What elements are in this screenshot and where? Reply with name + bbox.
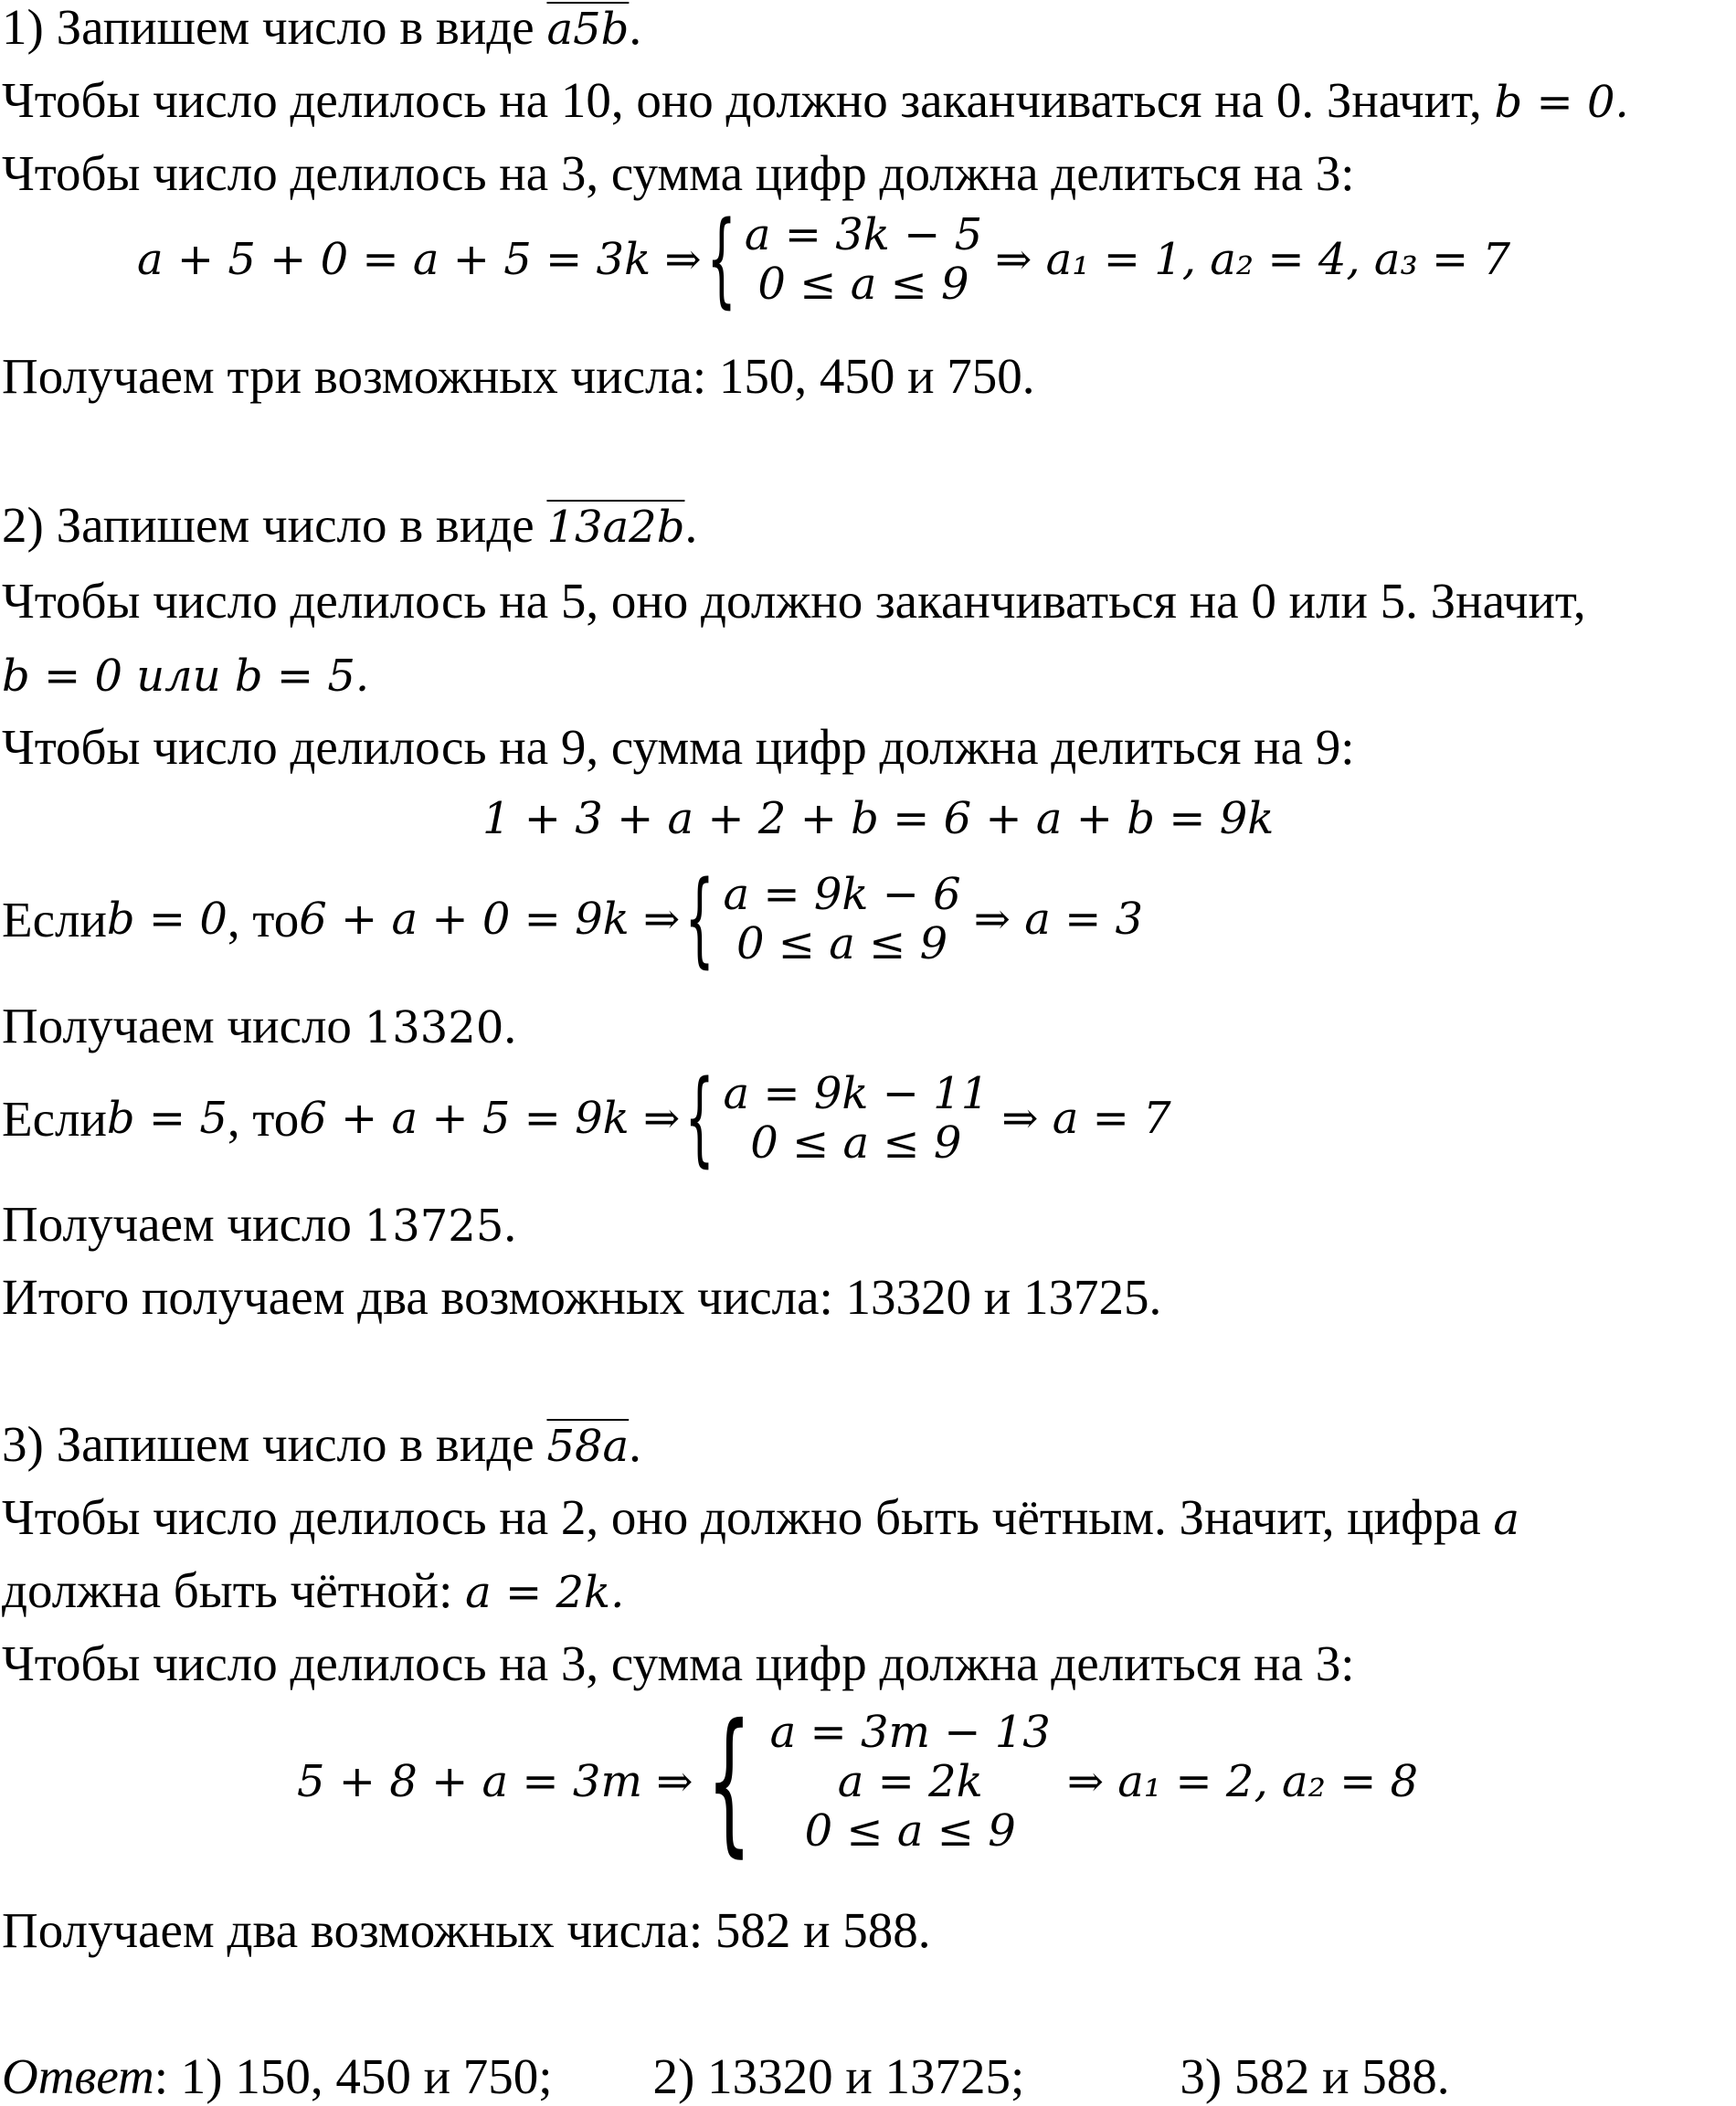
part2-caseB-cases xyxy=(723,1068,990,1169)
part3-even-line xyxy=(2,1562,625,1618)
part3-even-text: должна быть чётной: xyxy=(2,1562,466,1618)
left-brace-icon: { xyxy=(707,1691,752,1872)
part2-intro-line xyxy=(2,497,698,553)
part2-caseA-cond: b = 0 xyxy=(106,894,228,945)
part2-div9: Чтобы число делилось на 9, сумма цифр должна делиться на 9: xyxy=(2,719,1355,775)
left-brace-icon: { xyxy=(684,1059,715,1178)
part3-even-eq: a = 2k. xyxy=(465,1567,625,1618)
part3-div3: Чтобы число делилось на 3, сумма цифр должна делиться на 3: xyxy=(2,1635,1355,1691)
part2-caseA-mid: , то xyxy=(227,891,300,947)
part3-div3-line xyxy=(2,1635,1355,1691)
part3-eq-left: 5 + 8 + a = 3m ⇒ xyxy=(297,1756,693,1807)
part2-sum-eq: 1 + 3 + a + 2 + b = 6 + a + b = 9k xyxy=(482,793,1275,844)
part2-caseA-1: a = 9k − 6 xyxy=(723,869,961,920)
part3-case2: a = 2k xyxy=(837,1756,983,1807)
part2-caseB-1: a = 9k − 11 xyxy=(723,1068,990,1119)
part3-conclusion-line xyxy=(2,1902,931,1958)
part2-caseA-prefix: Если xyxy=(2,891,107,947)
part2-b-values: b = 0 или b = 5. xyxy=(2,651,370,702)
part2-caseA-conclusion-line xyxy=(2,1000,516,1051)
part2-notation: 13a2b xyxy=(546,502,685,553)
part2-caseB-cond: b = 5 xyxy=(106,1093,228,1144)
part1-conclusion: Получаем три возможных числа: 150, 450 и 750. xyxy=(2,348,1035,404)
part2-caseA-period: . xyxy=(503,998,517,1053)
part1-cases xyxy=(744,209,983,310)
answer-line xyxy=(2,2048,1450,2104)
part3-var-a: a xyxy=(1493,1494,1520,1545)
part1-intro-line xyxy=(2,0,642,55)
part1-div3-line xyxy=(2,145,1355,201)
part2-caseB-conclusion-text: Получаем число xyxy=(2,1196,365,1252)
part2-caseA-2: 0 ≤ a ≤ 9 xyxy=(736,918,948,969)
answer-label: Ответ xyxy=(2,2048,154,2104)
part1-case1: a = 3k − 5 xyxy=(744,209,983,260)
part2-caseA-conclusion-text: Получаем число xyxy=(2,998,365,1053)
part3-system xyxy=(297,1691,1419,1872)
part2-caseB-result: ⇒ a = 7 xyxy=(1001,1093,1171,1144)
part2-caseB-mid: , то xyxy=(227,1090,300,1147)
part2-div5-line xyxy=(2,573,1586,629)
part2-caseA-cases xyxy=(723,869,961,969)
part1-case2: 0 ≤ a ≤ 9 xyxy=(757,259,969,310)
part2-caseA-result: ⇒ a = 3 xyxy=(973,894,1144,945)
part1-intro: 1) Запишем число в виде xyxy=(2,0,547,55)
part2-caseA-eq: 6 + a + 0 = 9k ⇒ xyxy=(299,894,681,945)
answer-part3: 3) 582 и 588. xyxy=(1180,2048,1450,2104)
part3-conclusion: Получаем два возможных числа: 582 и 588. xyxy=(2,1902,931,1958)
part3-period: . xyxy=(629,1416,641,1472)
part1-b-value: b = 0. xyxy=(1494,77,1629,128)
part1-period: . xyxy=(629,0,642,55)
part3-cases xyxy=(769,1707,1051,1857)
part2-caseB-2: 0 ≤ a ≤ 9 xyxy=(750,1117,962,1169)
answer-part2: 2) 13320 и 13725; xyxy=(652,2048,1025,2104)
part1-conclusion-line xyxy=(2,348,1035,404)
part1-eq-result: ⇒ a₁ = 1, a₂ = 4, a₃ = 7 xyxy=(995,234,1511,285)
part2-caseB-eq: 6 + a + 5 = 9k ⇒ xyxy=(299,1093,681,1144)
part2-b-values-line xyxy=(2,649,370,702)
part2-caseA-number: 13320 xyxy=(364,1002,504,1053)
left-brace-icon: { xyxy=(684,860,715,979)
part1-div3: Чтобы число делилось на 3, сумма цифр должна делиться на 3: xyxy=(2,145,1355,201)
part3-intro-line xyxy=(2,1416,641,1472)
part2-caseB-period: . xyxy=(503,1196,517,1252)
part2-div9-line xyxy=(2,719,1355,775)
part1-notation: a5b xyxy=(546,4,630,55)
part1-div10-line xyxy=(2,72,1629,128)
part1-eq-left: a + 5 + 0 = a + 5 = 3k ⇒ xyxy=(137,234,702,285)
part2-caseB-number: 13725 xyxy=(364,1201,504,1252)
part3-eq-result: ⇒ a₁ = 2, a₂ = 8 xyxy=(1066,1756,1419,1807)
part3-case1: a = 3m − 13 xyxy=(769,1707,1051,1758)
part2-intro: 2) Запишем число в виде xyxy=(2,497,547,553)
part2-caseB-prefix: Если xyxy=(2,1090,107,1147)
part2-div5: Чтобы число делилось на 5, оно должно заканчиваться на 0 или 5. Значит, xyxy=(2,573,1586,629)
part3-case3: 0 ≤ a ≤ 9 xyxy=(804,1805,1016,1857)
part1-system xyxy=(137,200,1511,319)
part2-total-line xyxy=(2,1269,1162,1325)
part2-period: . xyxy=(684,497,698,553)
part3-div2: Чтобы число делилось на 2, оно должно быть чётным. Значит, цифра xyxy=(2,1489,1494,1545)
part3-intro: 3) Запишем число в виде xyxy=(2,1416,547,1472)
part2-caseA-system xyxy=(2,860,1144,979)
part3-div2-line xyxy=(2,1489,1520,1545)
part3-notation: 58a xyxy=(546,1421,630,1472)
part1-div10: Чтобы число делилось на 10, оно должно заканчиваться на 0. Значит, xyxy=(2,72,1495,128)
part2-caseB-conclusion-line xyxy=(2,1196,517,1252)
answer-part1: : 1) 150, 450 и 750; xyxy=(153,2048,553,2104)
part2-caseB-system xyxy=(2,1059,1171,1178)
left-brace-icon: { xyxy=(706,200,736,319)
part2-total: Итого получаем два возможных числа: 13320 и 13725. xyxy=(2,1269,1162,1325)
part2-sum-equation xyxy=(482,793,1275,844)
